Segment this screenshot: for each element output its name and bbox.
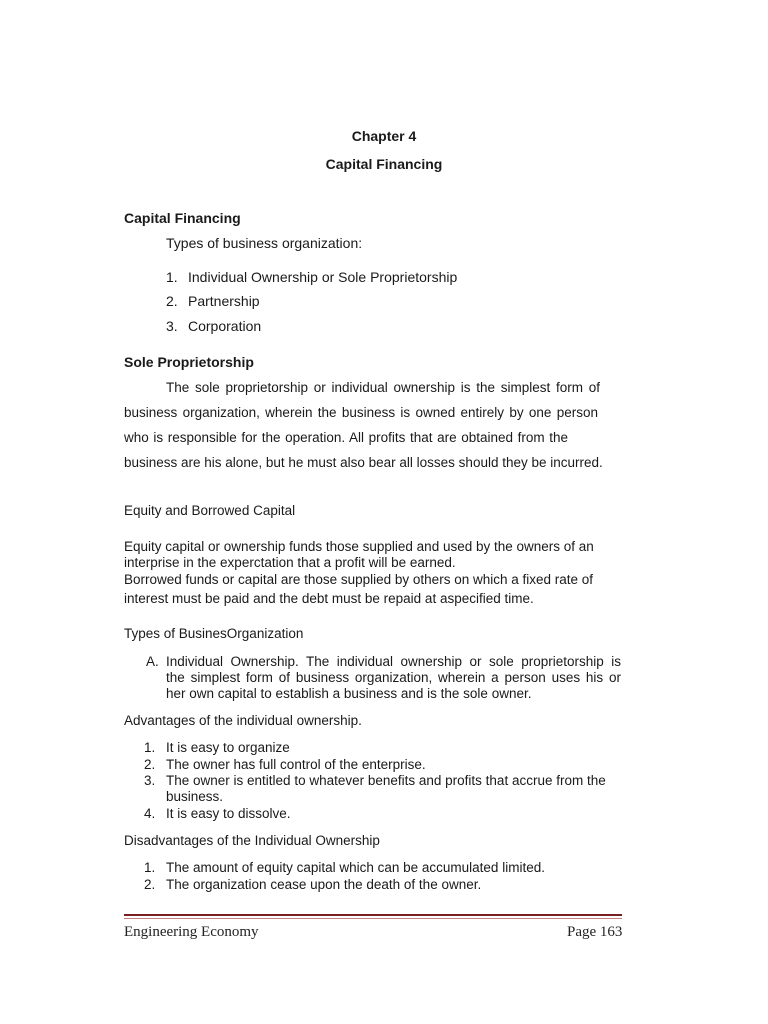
list-text: The amount of equity capital which can be accumulated limited. <box>166 860 545 875</box>
footer-rule-thick <box>124 914 622 916</box>
section-heading-disadvantages: Disadvantages of the Individual Ownership <box>124 833 380 848</box>
paragraph-line: business organization, wherein the business is owned entirely by one person <box>124 405 598 420</box>
list-text: The owner has full control of the enterprise. <box>166 757 426 772</box>
list-text: It is easy to dissolve. <box>166 806 291 821</box>
list-text: business. <box>166 789 224 804</box>
page-number: Page 163 <box>567 924 623 940</box>
paragraph-line: Borrowed funds or capital are those supplied by others on which a fixed rate of <box>124 572 594 587</box>
paragraph-line: The sole proprietorship or individual ownership is the simplest form of <box>166 380 600 395</box>
list-number: 1. <box>144 740 156 755</box>
list-number: 4. <box>144 806 156 821</box>
list-number: 1. <box>166 269 178 285</box>
list-item <box>144 877 481 892</box>
chapter-number: Chapter 4 <box>351 128 417 144</box>
section-heading-advantages: Advantages of the individual ownership. <box>124 713 362 728</box>
list-number: 2. <box>144 757 156 772</box>
list-item <box>144 773 606 788</box>
list-item <box>166 269 457 285</box>
section-heading-capital-financing: Capital Financing <box>124 210 241 226</box>
list-number: 2. <box>166 293 178 309</box>
item-label-a: A. <box>146 654 159 669</box>
list-number: 2. <box>144 877 156 892</box>
footer-rule-thin <box>124 918 622 919</box>
types-intro: Types of business organization: <box>166 235 363 251</box>
chapter-title: Capital Financing <box>325 156 443 172</box>
list-item <box>144 740 290 755</box>
section-heading-types: Types of BusinesOrganization <box>124 626 304 641</box>
list-text: Partnership <box>188 293 260 309</box>
paragraph-line: Equity capital or ownership funds those supplied and used by the owners of an <box>124 539 594 554</box>
paragraph-line: interest must be paid and the debt must be repaid at aspecified time. <box>124 591 534 606</box>
paragraph-line: business are his alone, but he must also bear all losses should they be incurred. <box>124 455 603 470</box>
list-text: Individual Ownership or Sole Proprietorship <box>188 269 458 285</box>
paragraph-line: who is responsible for the operation. All profits that are obtained from the <box>124 430 568 445</box>
list-text: Corporation <box>188 318 262 334</box>
list-number: 3. <box>144 773 156 788</box>
list-item <box>144 757 426 772</box>
paragraph-line: Individual Ownership. The individual ownership or sole proprietorship is <box>166 654 621 669</box>
footer-title: Engineering Economy <box>124 924 259 940</box>
list-item <box>166 318 261 334</box>
list-text: The organization cease upon the death of the owner. <box>166 877 482 892</box>
list-number: 1. <box>144 860 156 875</box>
list-text: The owner is entitled to whatever benefits and profits that accrue from the <box>166 773 606 788</box>
list-item <box>144 789 223 804</box>
list-number: 3. <box>166 318 178 334</box>
list-item <box>166 293 260 309</box>
section-heading-equity: Equity and Borrowed Capital <box>124 503 296 518</box>
section-heading-sole-proprietorship: Sole Proprietorship <box>124 354 254 370</box>
paragraph-line: her own capital to establish a business and is the sole owner. <box>166 686 532 701</box>
paragraph-line: the simplest form of business organization, wherein a person uses his or <box>166 670 621 685</box>
list-item <box>144 806 291 821</box>
list-item <box>144 860 545 875</box>
paragraph-line: interprise in the experctation that a profit will be earned. <box>124 555 456 570</box>
list-text: It is easy to organize <box>166 740 290 755</box>
